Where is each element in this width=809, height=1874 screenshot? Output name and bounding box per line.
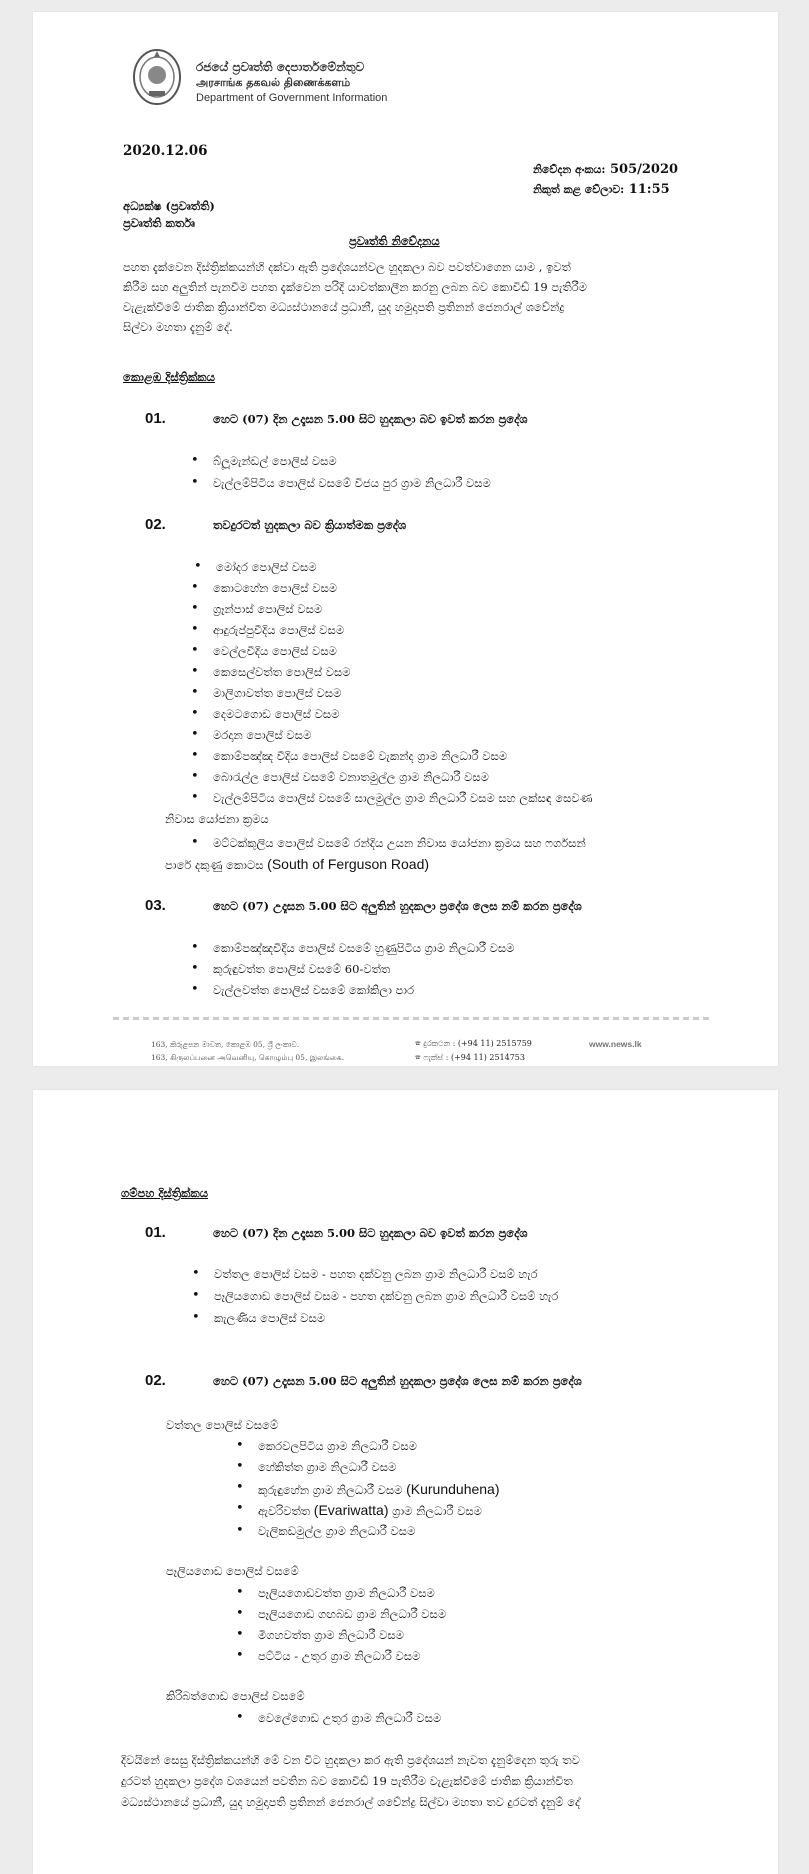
phone-icon: ☎ [415, 1039, 421, 1048]
footer-address-sinhala: 163, කිරුළපන මාවත, කොළඹ 05, ශ්‍රී ලංකාව. [151, 1040, 300, 1049]
release-number: නිවේදන අංකය: 505/2020 [533, 162, 679, 177]
list-item: • වැල්ලම්පිටිය පොලිස් වසමේ සාලමුල්ල ග්‍රාම නිලධාරී වසම සහ ලක්සඳ සෙවණ [213, 791, 593, 806]
list-item: • මීගහවත්ත ග්‍රාම නිලධාරී වසම [258, 1628, 404, 1643]
recipient-line-1: අධ්‍යක්ෂ (ප්‍රවෘත්ති) [123, 199, 215, 213]
list-item: • වත්තල පොලිස් වසම - පහත දක්වනු ලබන ග්‍රාම නිලධාරී වසම් හැර [214, 1267, 538, 1282]
list-item-continuation: නිවාස යෝජනා ක්‍රමය [165, 812, 269, 826]
police-area-heading: කිරිබත්ගොඩ පොලිස් වසමේ [166, 1689, 305, 1703]
government-emblem-logo [131, 47, 183, 109]
fax-icon: ☎ [415, 1053, 421, 1062]
list-item: • කෙසෙල්වත්ත පොලිස් වසම [213, 665, 351, 680]
org-name-sinhala: රජයේ ප්‍රවෘත්ති දෙපාර්තමේන්තුව [196, 60, 365, 74]
list-item: • බ්ලූමැන්ඩල් පොලිස් වසම [213, 454, 337, 469]
closing-paragraph: දිවයිනේ සෙසු දිස්ත්‍රික්කයන්හි මේ වන විට හුදකලා කර ඇති ප්‍රදේශයන් නැවත දැනුම්දෙන තුරු තව දුරටත් හුදකලා ප්‍රදේශ වශයෙන් පවතින බව කොවිඩ් 19 පැතිරීම වැළැක්වීමේ ජාතික ක්‍රියාන්විත මධ්‍යස්ථානයේ ප්‍රධානී, යුද හමුදාපති ප්‍රතිනන් ජෙනරාල් ශවේන්ද්‍ර සිල්වා මහතා තව දුරටත් දැනුම් දේ [121, 1753, 581, 1809]
issued-time: නිකුත් කළ වේලාව: 11:55 [533, 182, 670, 197]
list-item: • මෝදර පොලිස් වසම [216, 560, 317, 575]
colombo-district-heading: කොළඹ දිස්ත්‍රික්කය [123, 370, 215, 384]
list-item: • ඇවරිවත්ත (Evariwatta) ග්‍රාම නිලධාරී වසම [258, 1502, 482, 1519]
section-title: හෙට (07) උදෑසන 5.00 සිට අලුතින් හුදකලා ප්‍රදේශ ලෙස නම් කරන ප්‍රදේශ [213, 899, 582, 913]
list-item: • කොම්පඤ්ඤවීදිය පොලිස් වසමේ හුණුපිටිය ග්‍රාම නිලධාරී වසම [213, 941, 514, 956]
list-item-continuation: පාරේ දකුණු කොටස (South of Ferguson Road) [165, 856, 430, 872]
section-number: 03. [145, 897, 166, 914]
list-item: • කුරුඳුහේන ග්‍රාම නිලධාරී වසම (Kurunduhena) [258, 1481, 500, 1498]
list-item: • පෑලියගොඩ පොලිස් වසම - පහත දක්වනු ලබන ග්‍රාම නිලධාරී වසම් හැර [214, 1289, 558, 1304]
document-page-2 [33, 1090, 778, 1874]
list-item: • ග්‍රෑන්පාස් පොලිස් වසම [213, 602, 322, 617]
list-item: • වැල්ලවත්ත පොලිස් වසමේ කෝකිලා පාර [213, 983, 414, 998]
police-area-heading: පෑලියගොඩ පොලිස් වසමේ [166, 1564, 299, 1578]
org-name-tamil: அரசாங்க தகவல் திணைக்களம் [196, 76, 351, 89]
org-name-english: Department of Government Information [196, 92, 388, 104]
list-item: • වෙලේගොඩ උතුර ග්‍රාම නිලධාරී වසම [258, 1711, 441, 1726]
footer-website: www.news.lk [589, 1039, 642, 1049]
section-number: 02. [145, 1372, 166, 1389]
footer-fax: ☎ ෆැක්ස් : (+94 11) 2514753 [415, 1053, 525, 1062]
list-item: • වැල්ලම්පිටිය පොලිස් වසමේ විජය පුර ග්‍රාම නිලධාරී වසම [213, 476, 491, 491]
list-item: • කොම්පඤ්ඤ වීදිය පොලිස් වසමේ වැකන්ද ග්‍රාම නිලධාරී වසම [213, 749, 507, 764]
list-item: • පෑලියගොඩ ගඟබඩ ග්‍රාම නිලධාරී වසම [258, 1607, 446, 1622]
list-item: • ආදුරුප්පුවීදිය පොලිස් වසම [213, 623, 344, 638]
list-item: • කුරුඳුවත්ත පොලිස් වසමේ 60-වත්ත [213, 962, 390, 977]
list-item: • මාලිගාවත්ත පොලිස් වසම [213, 686, 341, 701]
footer-phone: ☎ දුරකථන : (+94 11) 2515759 [415, 1039, 532, 1048]
section-title: හෙට (07) දින උදෑසන 5.00 සිට හුදකලා බව ඉවත් කරන ප්‍රදේශ [213, 1226, 528, 1240]
section-title: තවදුරටත් හුදකලා බව ක්‍රියාත්මක ප්‍රදේශ [213, 518, 407, 532]
footer-address-tamil: 163, கிருலப்பனை அவெனியு, கொழும்பு 05, இலங்கை. [151, 1053, 345, 1062]
document-title: ප්‍රවෘත්ති නිවේදනය [349, 234, 440, 248]
list-item: • දෙමටගොඩ පොලිස් වසම [213, 707, 339, 722]
intro-paragraph: පහත දැක්වෙන දිස්ත්‍රික්කයන්හි දක්වා ඇති ප්‍රදේශයන්වල හුදකලා බව පවත්වාගෙන යාම , ඉවත් කිරීම සහ අලුතින් පැනවීම පහත දැක්වෙන පරිදි යාවත්කාලීන කරනු ලබන බව කොවිඩ් 19 පැතිරීම වැළැක්වීමේ ජාතික ක්‍රියාන්විත මධ්‍යස්ථානයේ ප්‍රධානී, යුද හමුදාපති ප්‍රතිනන් ජෙනරාල් ශවේන්ද්‍ර සිල්වා මහතා දැනුම් දේ. [123, 260, 587, 334]
section-title: හෙට (07) දින උදෑසන 5.00 සිට හුදකලා බව ඉවත් කරන ප්‍රදේශ [213, 412, 528, 426]
list-item: • හේකිත්ත ග්‍රාම නිලධාරී වසම [258, 1460, 396, 1475]
release-date: 2020.12.06 [123, 143, 208, 159]
section-number: 01. [145, 1224, 166, 1241]
list-item: • කැලණිය පොලිස් වසම [214, 1311, 325, 1326]
list-item: • මරදාන පොලිස් වසම [213, 728, 311, 743]
section-number: 02. [145, 516, 166, 533]
footer-divider [113, 1017, 713, 1020]
list-item: • කොටහේන පොලිස් වසම [213, 581, 337, 596]
document-page-1 [33, 12, 778, 1066]
list-item: • කෙරවලපිටිය ග්‍රාම නිලධාරී වසම [258, 1439, 417, 1454]
list-item: • බොරැල්ල පොලිස් වසමේ වනාතමුල්ල ග්‍රාම නිලධාරී වසම [213, 770, 489, 785]
list-item: • වැලිකඩමුල්ල ග්‍රාම නිලධාරී වසම [258, 1524, 415, 1539]
police-area-heading: වත්තල පොලිස් වසමේ [166, 1418, 279, 1432]
recipient-line-2: ප්‍රවෘත්ති කර්තෘ [123, 216, 195, 230]
list-item: • වෙල්ලවීදිය පොලිස් වසම [213, 644, 337, 659]
list-item: • පෑලියගොඩවත්ත ග්‍රාම නිලධාරී වසම [258, 1586, 435, 1601]
gampaha-district-heading: ගම්පහ දිස්ත්‍රික්කය [121, 1186, 208, 1200]
list-item: • පට්ටිය - උතුර ග්‍රාම නිලධාරී වසම [258, 1649, 420, 1664]
section-title: හෙට (07) උදෑසන 5.00 සිට අලුතින් හුදකලා ප්‍රදේශ ලෙස නම් කරන ප්‍රදේශ [213, 1374, 582, 1388]
list-item: • මට්ටක්කුලිය පොලිස් වසමේ රන්දිය උයන නිවාස යෝජනා ක්‍රමය සහ ෆර්ගසන් [213, 836, 586, 851]
section-number: 01. [145, 410, 166, 427]
